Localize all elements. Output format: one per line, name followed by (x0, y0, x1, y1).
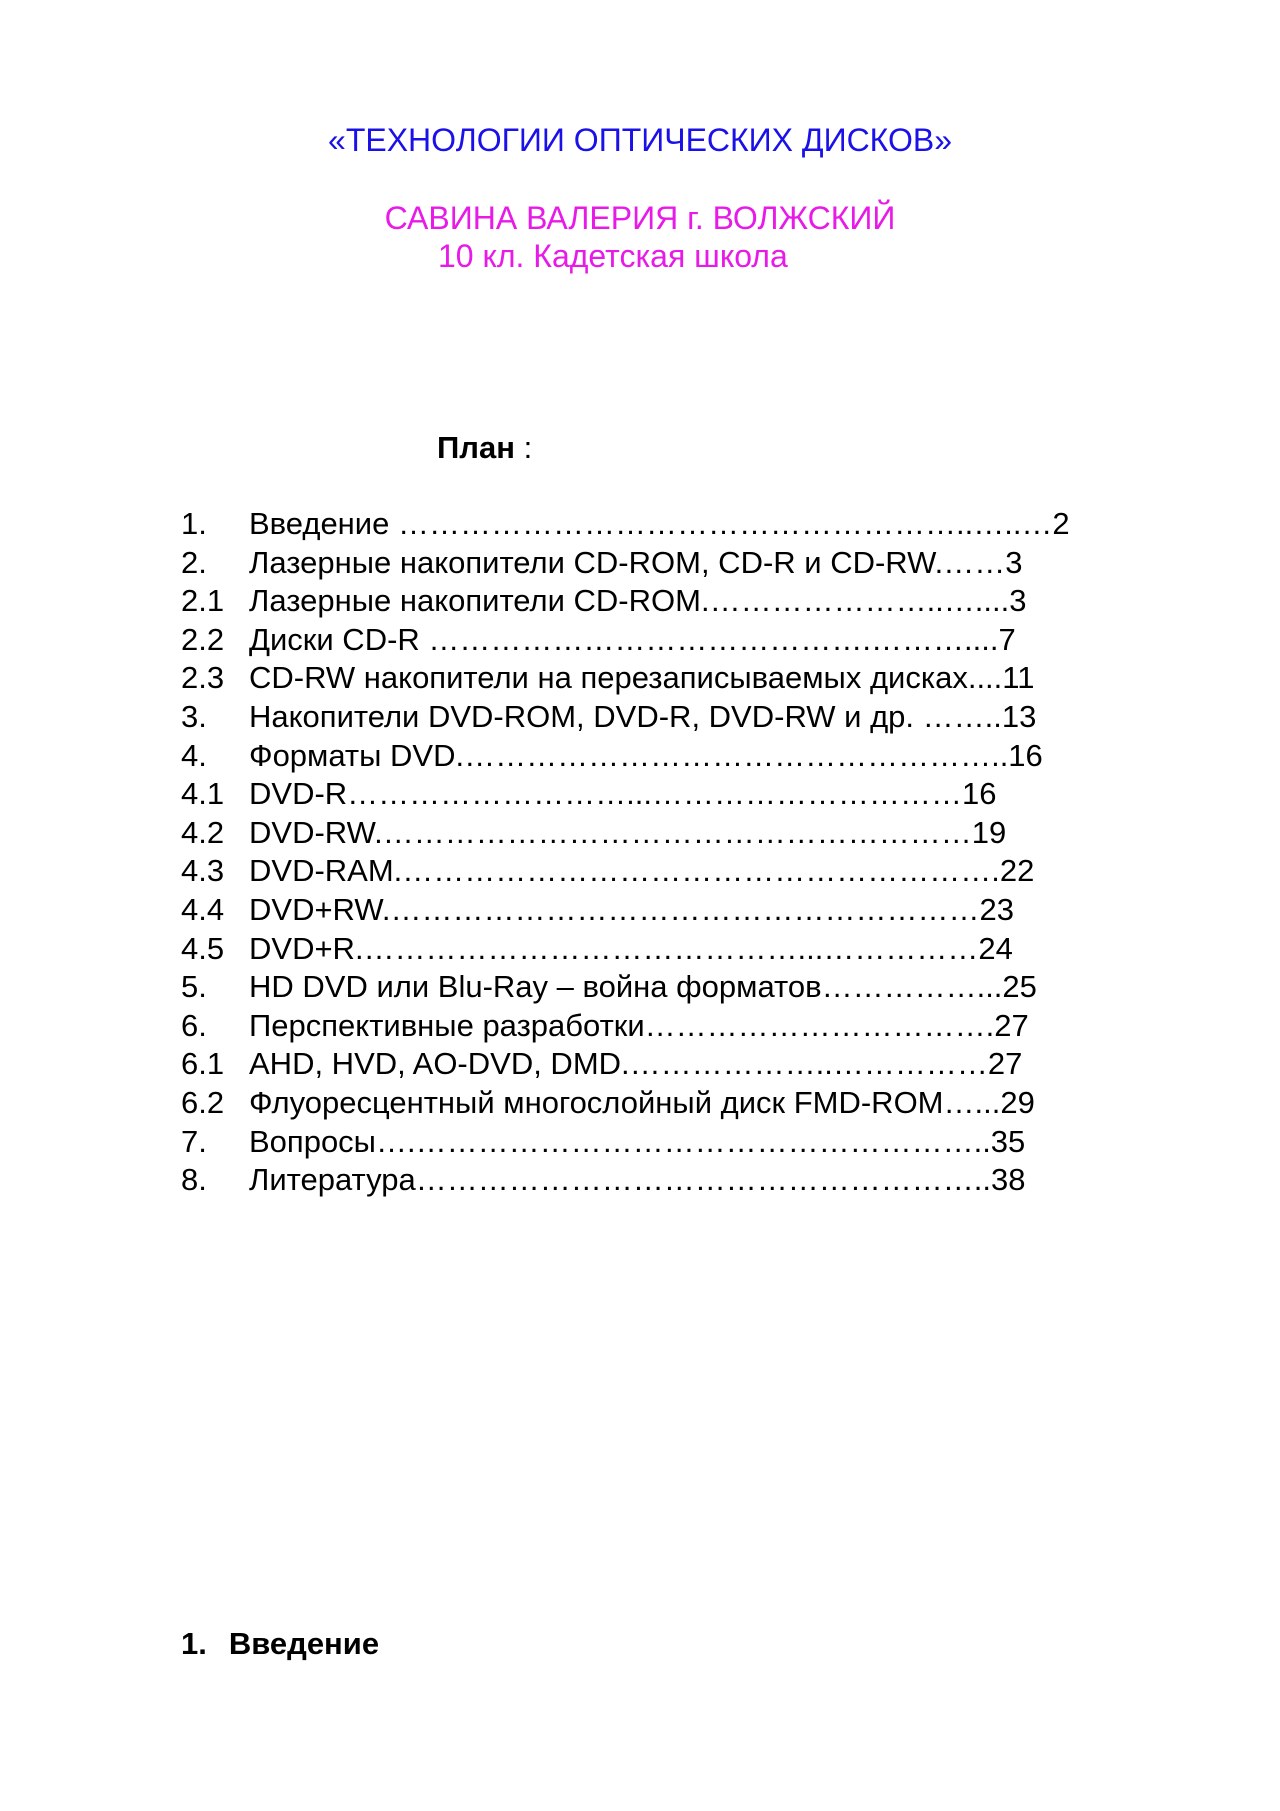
toc-item (181, 544, 1131, 583)
section-heading (181, 1624, 379, 1664)
toc-item-text: Лазерные накопители CD-ROM.…………………..…....3 (249, 583, 1027, 619)
toc-item (181, 737, 1131, 776)
toc-item-text: DVD+RW.…………………………………………………23 (249, 891, 1015, 927)
toc-item-number: 5. (181, 969, 207, 1005)
plan-heading-colon: : (514, 430, 533, 465)
toc-item-text: Введение ………………………………………………..…..…2 (249, 506, 1070, 541)
toc-item-text: Литература………………………………………………..38 (249, 1162, 1026, 1198)
toc-item-text: AHD, HVD, AO-DVD, DMD.………………..……………27 (249, 1046, 1023, 1082)
toc-item-number: 2.3 (181, 660, 225, 696)
toc-item (181, 968, 1131, 1007)
plan-heading (437, 428, 532, 468)
toc-item (181, 1123, 1131, 1162)
toc-item-text: Перспективные разработки…………………………….27 (249, 1007, 1029, 1043)
toc-item (181, 1007, 1131, 1046)
toc-item (181, 891, 1131, 930)
toc-item-number: 8. (181, 1162, 207, 1198)
toc-item (181, 1161, 1131, 1200)
toc-item-number: 7. (181, 1123, 207, 1159)
toc-item (181, 698, 1131, 737)
toc-item (181, 659, 1131, 698)
toc-item (181, 1084, 1131, 1123)
toc-item (181, 852, 1131, 891)
toc-item-text: DVD-R………………………...…………………………16 (249, 776, 997, 812)
school-line: 10 кл. Кадетская школа (438, 238, 788, 274)
toc-item-number: 4.2 (181, 814, 225, 850)
toc-item-number: 1. (181, 506, 207, 541)
toc-item-text: DVD+R.……………………………………...……………24 (249, 930, 1013, 966)
section-heading-text: Введение (228, 1626, 380, 1661)
author-line: САВИНА ВАЛЕРИЯ г. ВОЛЖСКИЙ (384, 200, 896, 236)
toc-item (181, 775, 1131, 814)
document-title: «ТЕХНОЛОГИИ ОПТИЧЕСКИХ ДИСКОВ» (328, 122, 952, 158)
toc-item-text: Лазерные накопители CD-ROM, CD-R и CD-RW.……3 (249, 544, 1023, 580)
toc-item (181, 814, 1131, 853)
plan-heading-text: План (437, 430, 515, 465)
section-heading-number: 1. (181, 1626, 207, 1661)
toc-item (181, 930, 1131, 969)
toc-item-text: CD-RW накопители на перезаписываемых дисках....11 (249, 660, 1035, 696)
toc-item-number: 2. (181, 544, 207, 580)
toc-item (181, 582, 1131, 621)
toc-item-text: Форматы DVD.……………………………………………..16 (249, 737, 1043, 773)
toc-item (181, 1045, 1131, 1084)
toc-item-text: Диски CD-R …………………………………….………....7 (249, 621, 1016, 657)
toc-item-number: 6. (181, 1007, 207, 1043)
table-of-contents (181, 505, 1131, 1200)
toc-item-number: 4.3 (181, 853, 225, 889)
toc-item-number: 4. (181, 737, 207, 773)
toc-item-text: Накопители DVD-ROM, DVD-R, DVD-RW и др. ……..13 (249, 698, 1037, 734)
toc-item-text: Флуоресцентный многослойный диск FMD-ROM…...29 (249, 1084, 1035, 1120)
toc-item (181, 505, 1131, 544)
toc-item-text: Вопросы….………………………………………………..35 (249, 1123, 1026, 1159)
toc-item-number: 4.1 (181, 776, 225, 812)
toc-item-number: 4.5 (181, 930, 225, 966)
toc-item-number: 3. (181, 698, 207, 734)
toc-item-number: 4.4 (181, 891, 225, 927)
toc-item-text: DVD-RW.…………………………………………………19 (249, 814, 1007, 850)
toc-item-text: HD DVD или Blu-Ray – война форматов……………...25 (249, 969, 1037, 1005)
toc-item-number: 2.2 (181, 621, 225, 657)
toc-item-number: 6.1 (181, 1046, 225, 1082)
toc-item (181, 621, 1131, 660)
toc-item-number: 6.2 (181, 1084, 225, 1120)
toc-item-text: DVD-RAM.………………………………………………….22 (249, 853, 1035, 889)
toc-item-number: 2.1 (181, 583, 225, 619)
